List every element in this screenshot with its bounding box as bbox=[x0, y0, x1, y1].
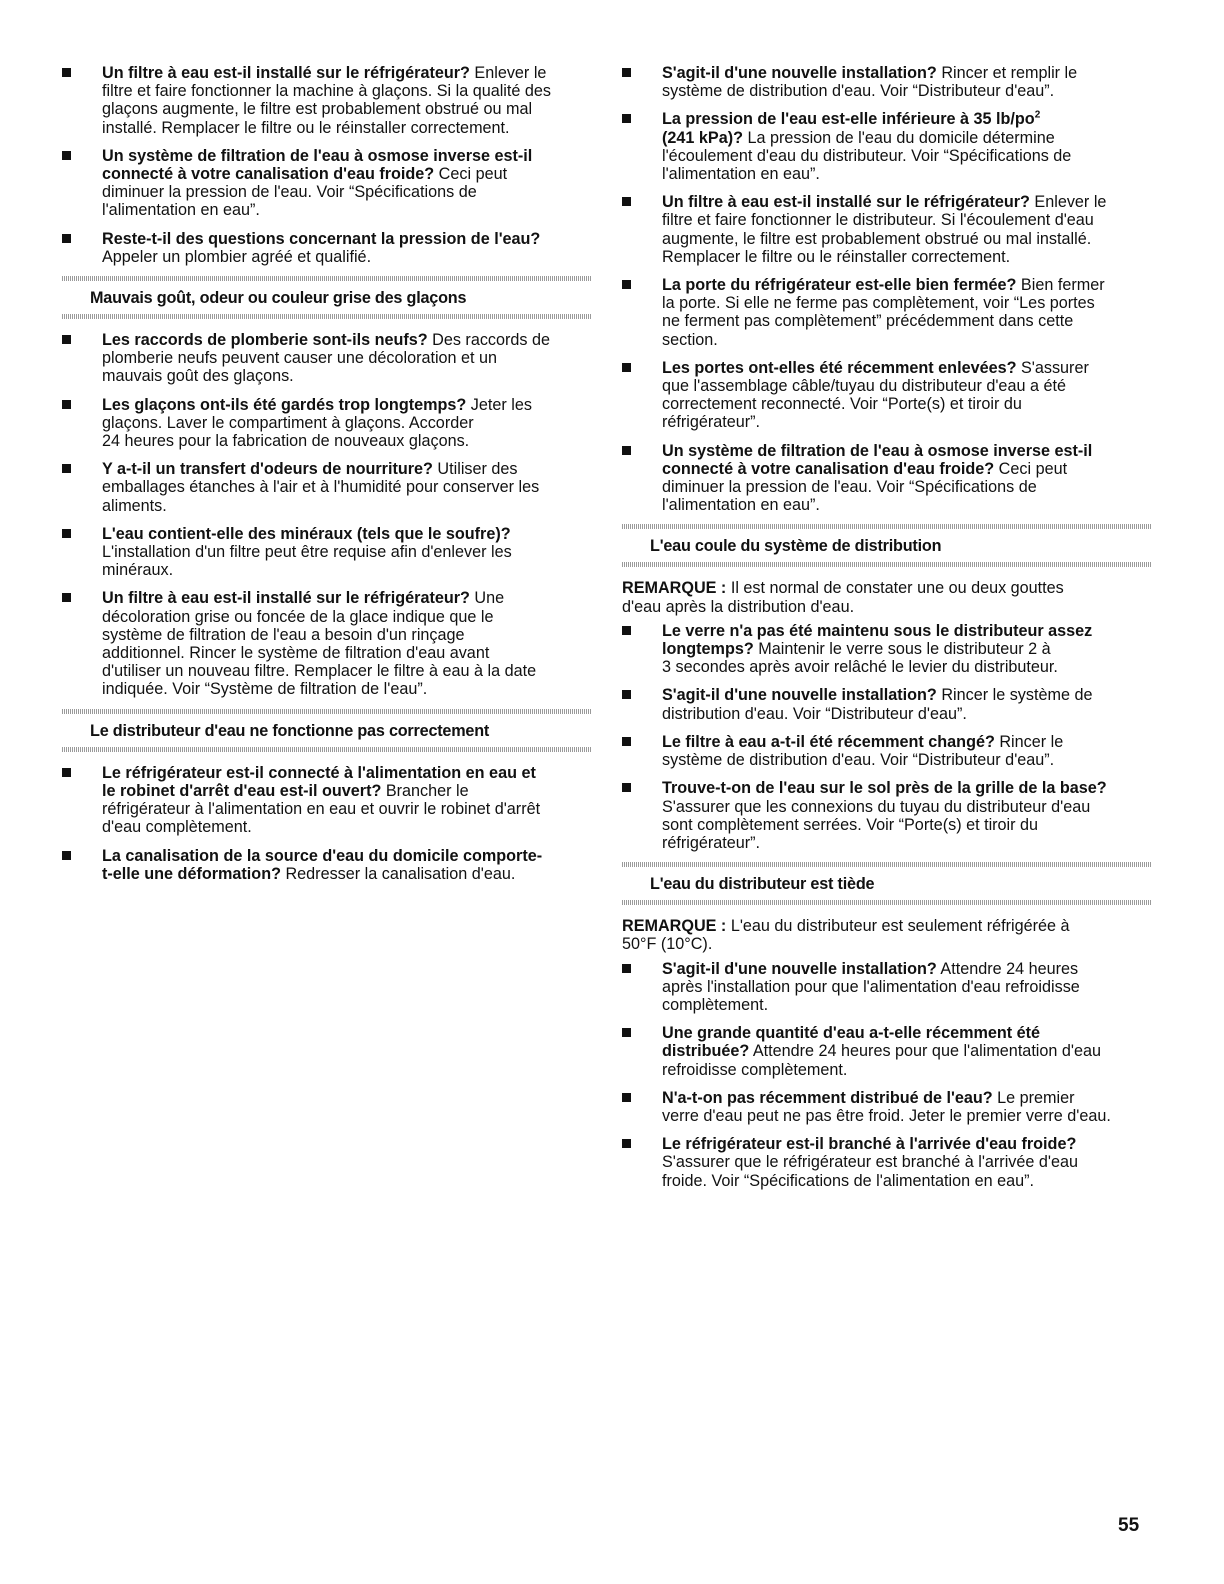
list-item: La porte du réfrigérateur est-elle bien fermée? Bien fermer la porte. Si elle ne ferme pas complètement, voir “Les portes ne ferment pas complètement” précédemment dans cette section. bbox=[622, 276, 1152, 349]
divider bbox=[622, 900, 1152, 905]
bullet-icon bbox=[62, 464, 71, 473]
bullet-icon bbox=[62, 335, 71, 344]
list-item: Le réfrigérateur est-il connecté à l'alimentation en eau et le robinet d'arrêt d'eau est-il ouvert? Brancher le réfrigérateur à l'alimentation en eau et ouvrir le robinet d'arrêt d'eau complètement. bbox=[62, 764, 592, 837]
list-item: Un système de filtration de l'eau à osmose inverse est-il connecté à votre canalisation d'eau froide? Ceci peut diminuer la pression de l'eau. Voir “Spécifications de l'alimentation en eau”. bbox=[62, 147, 592, 220]
bullet-icon bbox=[622, 964, 631, 973]
section-heading bbox=[622, 524, 1152, 567]
bullet-icon bbox=[62, 529, 71, 538]
list-item: Reste-t-il des questions concernant la pression de l'eau? Appeler un plombier agréé et qualifié. bbox=[62, 230, 592, 266]
bullet-icon bbox=[622, 197, 631, 206]
section-heading bbox=[62, 276, 592, 319]
list-item: Le réfrigérateur est-il branché à l'arrivée d'eau froide? S'assurer que le réfrigérateur est branché à l'arrivée d'eau froide. Voir “Spécifications de l'alimentation en eau”. bbox=[622, 1135, 1152, 1190]
page-number: 55 bbox=[1118, 1515, 1140, 1536]
bullet-icon bbox=[622, 68, 631, 77]
section-title: Mauvais goût, odeur ou couleur grise des glaçons bbox=[90, 289, 467, 308]
list-item: Un système de filtration de l'eau à osmose inverse est-il connecté à votre canalisation d'eau froide? Ceci peut diminuer la pression de l'eau. Voir “Spécifications de l'alimentation en eau”. bbox=[622, 442, 1152, 515]
superscript: 2 bbox=[1034, 110, 1041, 122]
list-item: L'eau contient-elle des minéraux (tels que le soufre)? L'installation d'un filtre peut être requise afin d'enlever les minéraux. bbox=[62, 525, 592, 580]
bullet-icon bbox=[62, 593, 71, 602]
list-item: N'a-t-on pas récemment distribué de l'eau? Le premier verre d'eau peut ne pas être froid. Jeter le premier verre d'eau. bbox=[622, 1089, 1152, 1125]
bullet-icon bbox=[622, 783, 631, 792]
bullet-icon bbox=[62, 234, 71, 243]
section-title: L'eau coule du système de distribution bbox=[650, 537, 942, 556]
list-item: Un filtre à eau est-il installé sur le réfrigérateur? Enlever le filtre et faire fonctionner la machine à glaçons. Si la qualité des glaçons augmente, le filtre est probablement obstrué ou mal installé. Remplacer le filtre ou le réinstaller correctement. bbox=[62, 64, 592, 137]
right-column bbox=[622, 64, 1152, 1200]
list-item: Les glaçons ont-ils été gardés trop longtemps? Jeter les glaçons. Laver le compartiment à glaçons. Accorder 24 heures pour la fabrication de nouveaux glaçons. bbox=[62, 396, 592, 451]
bullet-icon bbox=[622, 446, 631, 455]
list-item: Les portes ont-elles été récemment enlevées? S'assurer que l'assemblage câble/tuyau du distributeur d'eau a été correctement reconnecté. Voir “Porte(s) et tiroir du réfrigérateur”. bbox=[622, 359, 1152, 432]
bullet-icon bbox=[62, 851, 71, 860]
bullet-icon bbox=[622, 280, 631, 289]
list-item: La canalisation de la source d'eau du domicile comporte- t-elle une déformation? Redresser la canalisation d'eau. bbox=[62, 847, 592, 883]
divider bbox=[62, 314, 592, 319]
bullet-icon bbox=[62, 151, 71, 160]
list-item: Une grande quantité d'eau a-t-elle récemment été distribuée? Attendre 24 heures pour que l'alimentation d'eau refroidisse complètement. bbox=[622, 1024, 1152, 1079]
note: REMARQUE : L'eau du distributeur est seulement réfrigérée à 50°F (10°C). bbox=[622, 917, 1070, 954]
list-item: Un filtre à eau est-il installé sur le réfrigérateur? Enlever le filtre et faire fonctionner le distributeur. Si l'écoulement d'eau augmente, le filtre est probablement obstrué ou mal installé. Remplacer le filtre ou le réinstaller correctement. bbox=[622, 193, 1152, 266]
note: REMARQUE : Il est normal de constater une ou deux gouttes d'eau après la distribution d'eau. bbox=[622, 579, 1064, 616]
left-column bbox=[62, 64, 592, 893]
list-item: La pression de l'eau est-elle inférieure à 35 $lb/po^2$ (241 kPa)? La pression de l'eau du domicile détermine l'écoulement d'eau du distributeur. Voir “Spécifications de l'alimentation en eau”. bbox=[622, 110, 1152, 183]
divider bbox=[622, 562, 1152, 567]
section-heading bbox=[62, 709, 592, 752]
list-item: Les raccords de plomberie sont-ils neufs? Des raccords de plomberie neufs peuvent causer une décoloration et un mauvais goût des glaçons. bbox=[62, 331, 592, 386]
list-item: S'agit-il d'une nouvelle installation? Attendre 24 heures après l'installation pour que l'alimentation d'eau refroidisse complètement. bbox=[622, 960, 1152, 1015]
list-item: S'agit-il d'une nouvelle installation? Rincer et remplir le système de distribution d'eau. Voir “Distributeur d'eau”. bbox=[622, 64, 1152, 100]
bullet-icon bbox=[622, 114, 631, 123]
bullet-icon bbox=[622, 737, 631, 746]
list-item: Trouve-t-on de l'eau sur le sol près de la grille de la base? S'assurer que les connexions du tuyau du distributeur d'eau sont complètement serrées. Voir “Porte(s) et tiroir du réfrigérateur”. bbox=[622, 779, 1152, 852]
bullet-icon bbox=[622, 1028, 631, 1037]
list-item: Un filtre à eau est-il installé sur le réfrigérateur? Une décoloration grise ou foncée de la glace indique que le système de filtration de l'eau a besoin d'un rinçage additionnel. Rincer le système de filtration d'eau avant d'utiliser un nouveau filtre. Remplacer le filtre à eau à la date indiquée. Voir “Système de filtration de l'eau”. bbox=[62, 589, 592, 698]
bullet-icon bbox=[622, 626, 631, 635]
bullet-icon bbox=[62, 68, 71, 77]
section-title: L'eau du distributeur est tiède bbox=[650, 875, 875, 894]
section-title: Le distributeur d'eau ne fonctionne pas correctement bbox=[90, 721, 490, 740]
bullet-icon bbox=[62, 400, 71, 409]
bullet-icon bbox=[62, 768, 71, 777]
section-heading bbox=[622, 862, 1152, 905]
bullet-icon bbox=[622, 1139, 631, 1148]
list-item: Y a-t-il un transfert d'odeurs de nourriture? Utiliser des emballages étanches à l'air et à l'humidité pour conserver les aliments. bbox=[62, 460, 592, 515]
bullet-icon bbox=[622, 1093, 631, 1102]
bullet-icon bbox=[622, 363, 631, 372]
bullet-icon bbox=[622, 690, 631, 699]
list-item: S'agit-il d'une nouvelle installation? Rincer le système de distribution d'eau. Voir “Distributeur d'eau”. bbox=[622, 686, 1152, 722]
divider bbox=[62, 747, 592, 752]
list-item: Le filtre à eau a-t-il été récemment changé? Rincer le système de distribution d'eau. Voir “Distributeur d'eau”. bbox=[622, 733, 1152, 769]
list-item: Le verre n'a pas été maintenu sous le distributeur assez longtemps? Maintenir le verre sous le distributeur 2 à 3 secondes après avoir relâché le levier du distributeur. bbox=[622, 622, 1152, 677]
